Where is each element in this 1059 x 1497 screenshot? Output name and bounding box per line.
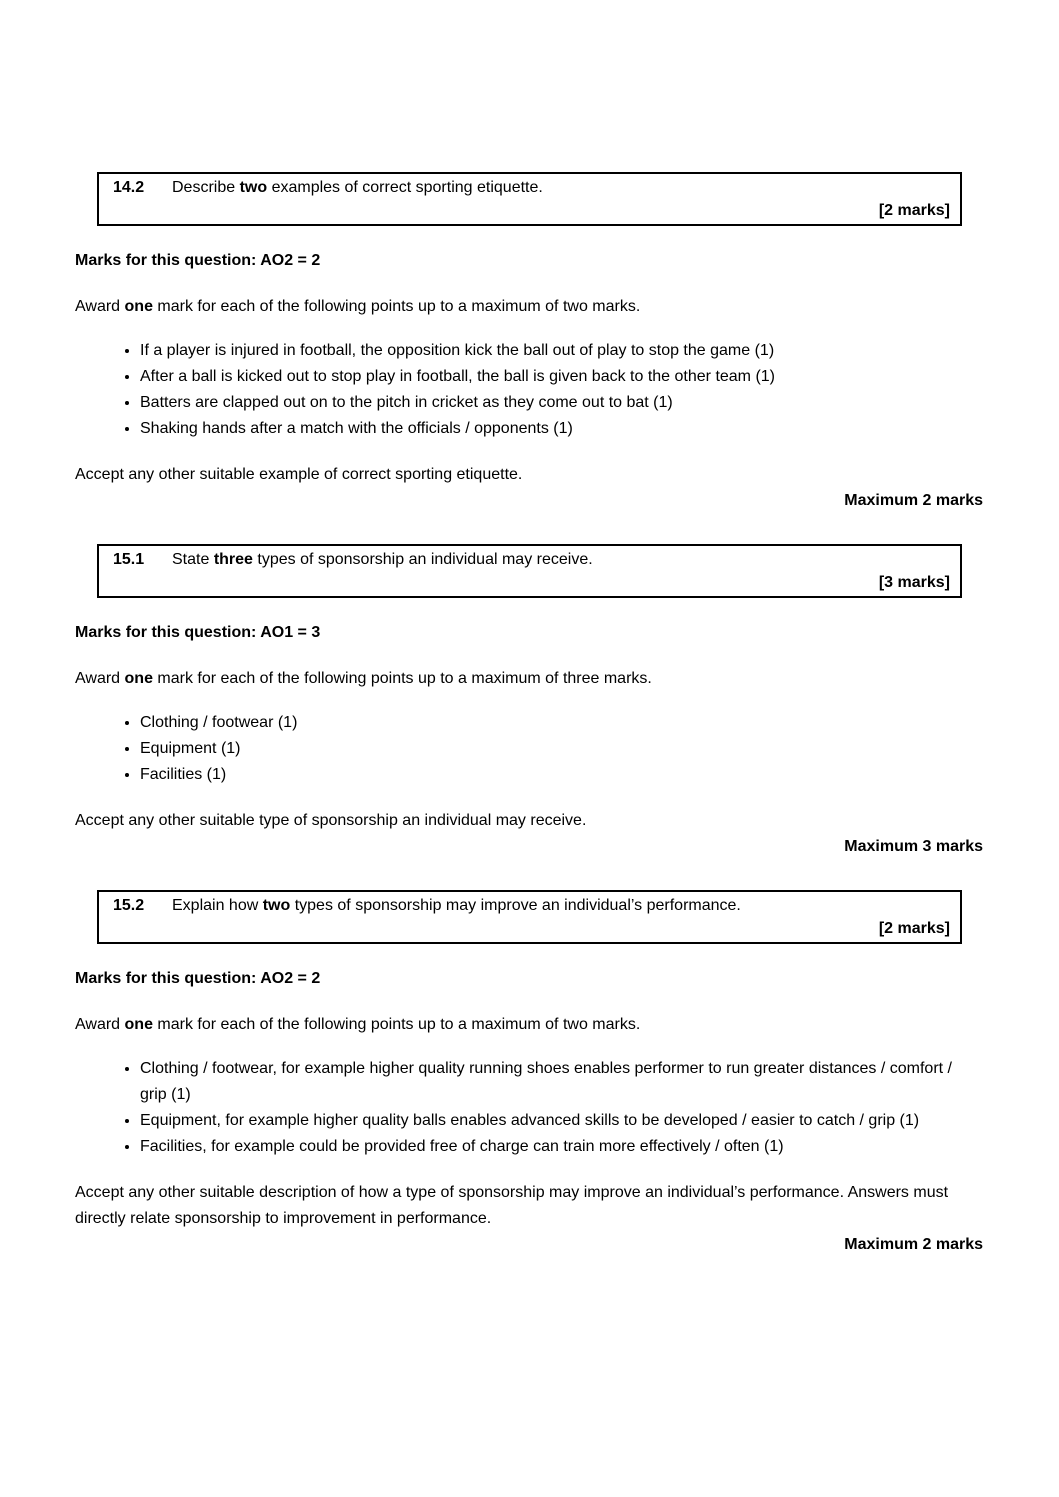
question-text-after: examples of correct sporting etiquette. [267,179,543,196]
question-line [113,894,950,918]
question-text [172,176,950,200]
marks-badge: [3 marks] [878,574,950,591]
award-before: Award [75,1016,125,1033]
marks-badge: [2 marks] [878,920,950,937]
question-bold-word: three [213,551,253,568]
award-line [75,1012,983,1038]
question-box-15-2 [97,890,962,944]
bullet-item: • Batters are clapped out on to the pitch in cricket as they come out to bat (1) [140,390,983,416]
award-line [75,294,983,320]
bullet-item: • Facilities, for example could be provided free of charge can train more effectively / often (1) [140,1134,983,1160]
question-section-15-2 [75,890,983,1258]
accept-line: Accept any other suitable description of how a type of sponsorship may improve an individual’s performance. Answers must directly relate sponsorship to improvement in performance. [75,1184,949,1227]
question-bold-word: two [262,897,291,914]
bullet-item: • Equipment, for example higher quality balls enables advanced skills to be developed / easier to catch / grip (1) [140,1108,983,1134]
question-line [113,176,950,200]
award-after: mark for each of the following points up to a maximum of three marks. [152,670,652,687]
question-text-after: types of sponsorship an individual may receive. [252,551,593,568]
maximum-marks-line: Maximum 2 marks [844,492,983,509]
question-box-14-2 [97,172,962,226]
maximum-marks-line: Maximum 3 marks [844,838,983,855]
award-before: Award [75,298,125,315]
question-text [172,548,950,572]
question-number: 15.2 [113,897,145,914]
question-bold-word: two [239,179,268,196]
question-number: 15.1 [113,551,145,568]
accept-line: Accept any other suitable type of sponsorship an individual may receive. [75,812,587,829]
question-text-before: Explain how [172,897,263,914]
question-text-before: State [172,551,214,568]
question-text [172,894,950,918]
question-section-14-2 [75,172,983,514]
bullet-list [75,1056,983,1160]
marks-badge: [2 marks] [878,202,950,219]
award-bold-word: one [124,298,153,315]
award-after: mark for each of the following points up to a maximum of two marks. [152,1016,641,1033]
question-box-15-1 [97,544,962,598]
bullet-list [75,710,983,788]
bullet-item: • Facilities (1) [140,762,983,788]
award-before: Award [75,670,125,687]
award-bold-word: one [124,670,153,687]
bullet-item: • If a player is injured in football, the opposition kick the ball out of play to stop the game (1) [140,338,983,364]
marks-for-question-line: Marks for this question: AO2 = 2 [75,970,321,987]
question-section-15-1 [75,544,983,860]
marks-for-question-line: Marks for this question: AO1 = 3 [75,624,321,641]
award-after: mark for each of the following points up to a maximum of two marks. [152,298,641,315]
marks-for-question-line: Marks for this question: AO2 = 2 [75,252,321,269]
maximum-marks-line: Maximum 2 marks [844,1236,983,1253]
accept-line: Accept any other suitable example of correct sporting etiquette. [75,466,523,483]
award-bold-word: one [124,1016,153,1033]
bullet-item: • Clothing / footwear, for example higher quality running shoes enables performer to run greater distances / comfort / grip (1) [140,1056,983,1108]
award-line [75,666,983,692]
question-number: 14.2 [113,179,145,196]
bullet-item: • Clothing / footwear (1) [140,710,983,736]
bullet-item: • Equipment (1) [140,736,983,762]
bullet-item: • After a ball is kicked out to stop play in football, the ball is given back to the other team (1) [140,364,983,390]
question-text-after: types of sponsorship may improve an individual’s performance. [290,897,741,914]
bullet-list [75,338,983,442]
question-text-before: Describe [172,179,240,196]
bullet-item: • Shaking hands after a match with the officials / opponents (1) [140,416,983,442]
question-line [113,548,950,572]
